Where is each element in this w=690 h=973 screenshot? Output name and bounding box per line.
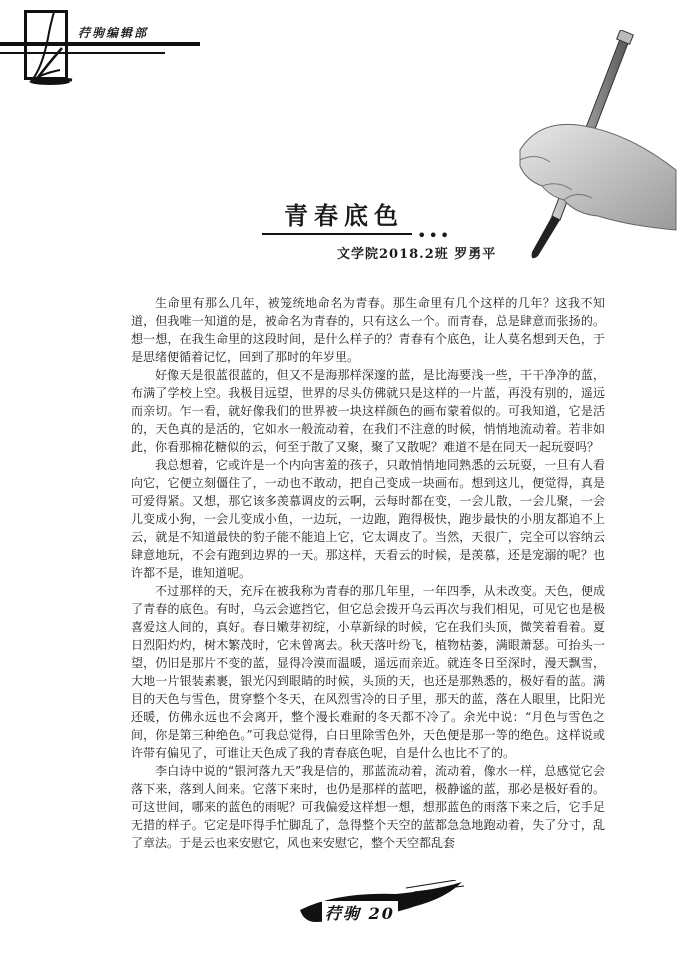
hand-brush-illustration — [480, 30, 680, 270]
ink-grass-icon — [22, 8, 82, 88]
article-body — [131, 294, 605, 852]
paragraph: 生命里有那么几年，被笼统地命名为青春。那生命里有几个这样的几年？这我不知道，但我唯一知道的是，被命名为青春的，只有这么一个。而青春，总是肆意而张扬的。想一想，在我生命里的这段时间，是什么样子的？青春有个底色，让人莫名想到天色，于是思绪便循着记忆，回到了那时的年岁里。 — [131, 296, 605, 364]
title-underline — [262, 233, 412, 235]
article-title: 青春底色 — [284, 201, 404, 230]
paragraph: 好像天是很蓝很蓝的，但又不是海那样深邃的蓝，是比海要浅一些，干干净净的蓝，布满了学校上空。我极目远望，世界的尽头仿佛就只是这样的一片蓝，再没有别的，遥远而亲切。乍一看，就好像我们的世界被一块这样颜色的画布蒙着似的。可我知道，它是活的，天色真的是活的，它如水一般流动着，在我们不注意的时候，悄悄地流动着。若非如此，你看那棉花糖似的云，何至于散了又聚，聚了又散呢？难道不是在同天一起玩耍吗？ — [131, 368, 605, 454]
column-title: 荇驹编辑部 — [78, 26, 149, 40]
paragraph: 不过那样的天，充斥在被我称为青春的那几年里，一年四季，从未改变。天色，便成了青春的底色。有时，乌云会遮挡它，但它总会拨开乌云再次与我们相见，可见它也是极喜爱这人间的，真好。春日嫩芽初绽，小草新绿的时候，它在我们头顶，微笑着看着。夏日烈阳灼灼，树木繁茂时，它未曾离去。秋天落叶纷飞，植物枯萎，满眼萧瑟。可抬头一望，仍旧是那片不变的蓝，显得冷漠而温暖，遥远而亲近。就连冬日至深时，漫天飘雪，大地一片银装素裹，银光闪到眼睛的时候，头顶的天，也还是那熟悉的，极好看的蓝。满目的天色与雪色，贯穿整个冬天，在风烈雪冷的日子里，那天的蓝，落在人眼里，比阳光还暖，仿佛永远也不会离开，整个漫长难耐的冬天都不冷了。余光中说：“月色与雪色之间，你是第三种绝色。”可我总觉得，白日里除雪色外，天色便是那一等的绝色。这样说或许带有偏见了，可谁让天色成了我的青春底色呢，自是什么也比不了的。 — [131, 584, 605, 760]
paragraph: 我总想着，它或许是一个内向害羞的孩子，只敢悄悄地同熟悉的云玩耍，一旦有人看向它，它便立刻僵住了，一动也不敢动，把自己变成一块画布。想到这儿，便觉得，真是可爱得紧。又想，那它该多羡慕调皮的云啊，云每时都在变，一会儿散，一会儿聚，一会儿变成小狗，一会儿变成小鱼，一边玩，一边跑，跑得极快，跑步最快的小朋友都追不上云，就是不知道最快的豹子能不能追上它，它太调皮了。当然，天很广，完全可以容纳云肆意地玩，不会有跑到边界的一天。那这样，天看云的时候，是羡慕，还是宠溺的呢？也许都不是，谁知道呢。 — [131, 458, 605, 580]
paragraph: 李白诗中说的“银河落九天”我是信的，那蓝流动着，流动着，像水一样，总感觉它会落下来，落到人间来。它落下来时，也仍是那样的蓝吧，极静谧的蓝，那必是极好看的。可这世间，哪来的蓝色的雨呢？可我偏爱这样想一想，想那蓝色的雨落下来之后，它手足无措的样子。它定是吓得手忙脚乱了，急得整个天空的蓝都急急地跑动着，失了分寸，乱了章法。于是云也来安慰它，风也来安慰它，整个天空都乱套 — [131, 764, 605, 850]
title-dots: ••• — [417, 226, 452, 245]
article-byline: 文学院2018.2班 罗勇平 — [337, 247, 497, 262]
page-number: 荇驹 20 — [322, 901, 398, 924]
